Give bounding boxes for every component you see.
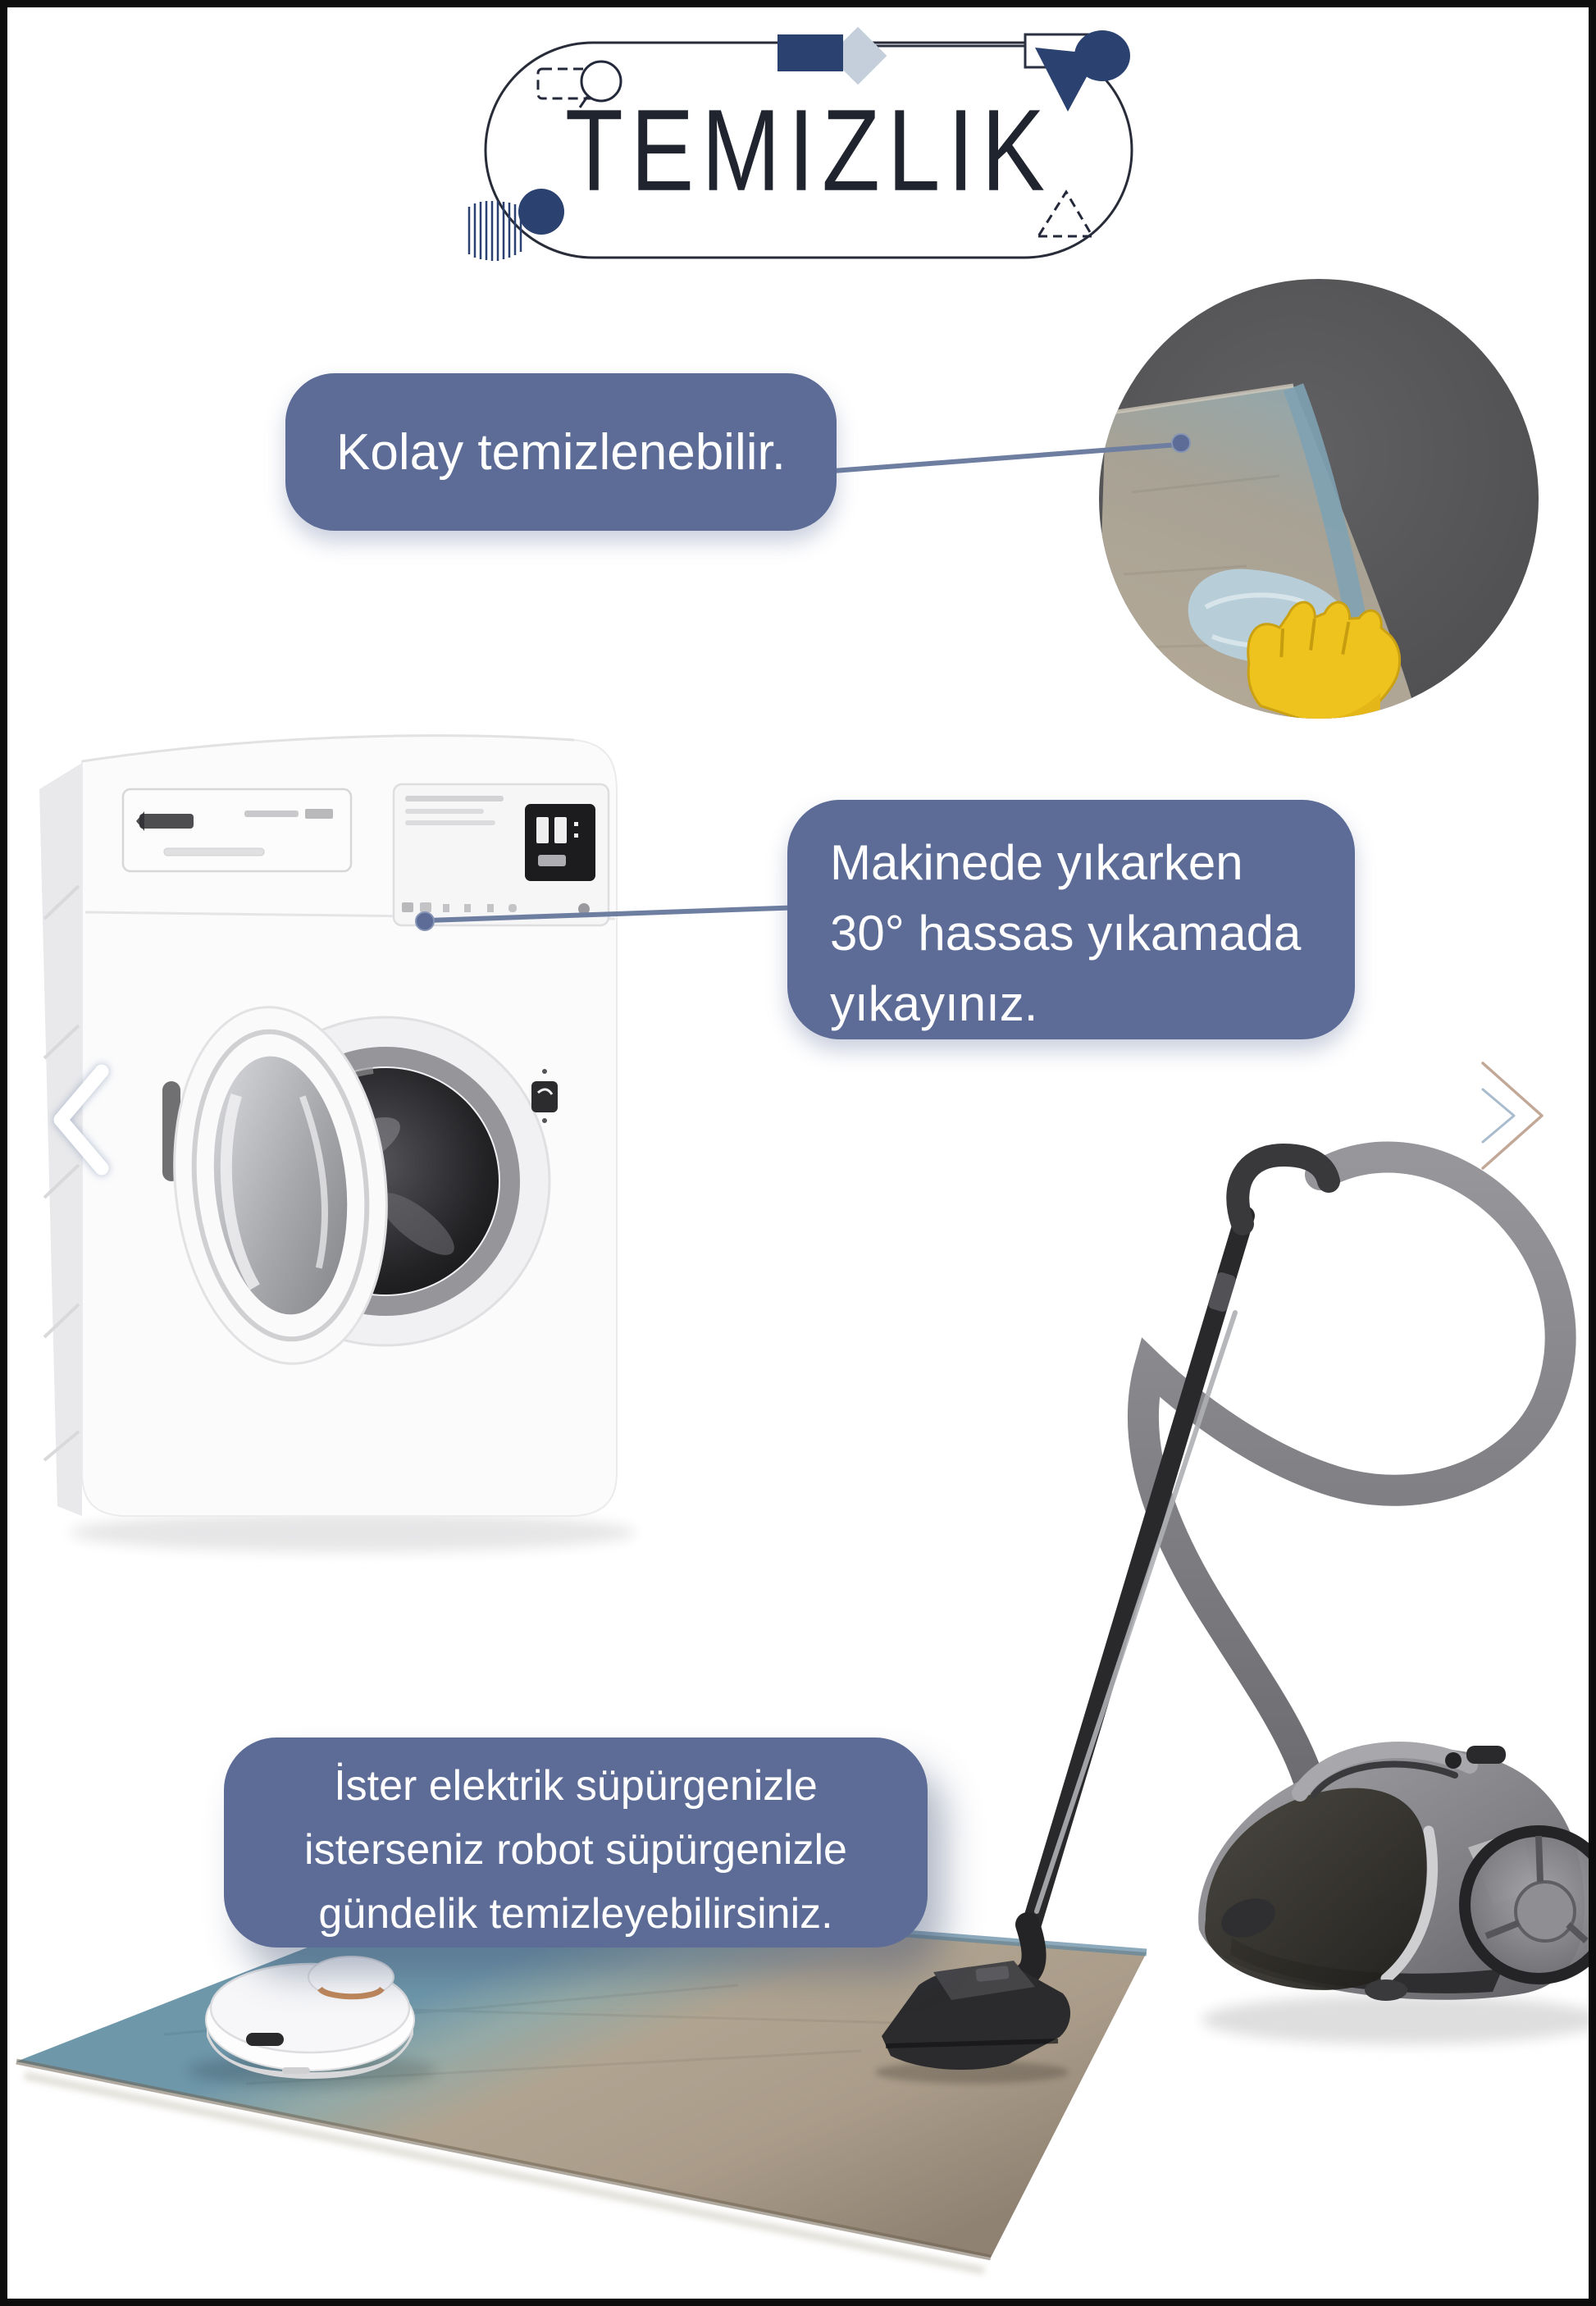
washer-control-panel <box>394 784 609 925</box>
detergent-drawer-panel <box>123 789 351 871</box>
callout-machine-wash-line1: Makinede yıkarken <box>830 835 1243 890</box>
callout-machine-wash <box>787 800 1355 1039</box>
vacuum-rear-wheel <box>1465 1831 1596 1979</box>
callout-daily-clean <box>224 1737 928 1948</box>
wipe-photo-circle <box>1096 279 1539 765</box>
page-title: TEMIZLIK <box>564 84 1053 216</box>
callout-machine-wash-line3: yıkayınız. <box>830 976 1038 1031</box>
callout-daily-clean-line2: isterseniz robot süpürgenizle <box>304 1826 847 1874</box>
callout-daily-clean-line3: gündelik temizleyebilirsiniz. <box>318 1890 833 1938</box>
rug-photo <box>16 1911 1147 2271</box>
washing-machine-photo <box>39 736 636 1552</box>
callout-machine-wash-line2: 30° hassas yıkamada <box>830 906 1302 961</box>
carousel-next-button[interactable] <box>1470 1053 1553 1180</box>
chevron-left-icon <box>48 1060 123 1180</box>
callout-easy-clean-text: Kolay temizlenebilir. <box>336 423 786 481</box>
vacuum-shadow <box>1202 1995 1596 2044</box>
chevron-right-icon <box>1470 1053 1553 1180</box>
carousel-prev-button[interactable] <box>48 1060 123 1180</box>
callout-easy-clean <box>285 373 837 531</box>
callout-daily-clean-line1: İster elektrik süpürgenizle <box>334 1762 818 1810</box>
